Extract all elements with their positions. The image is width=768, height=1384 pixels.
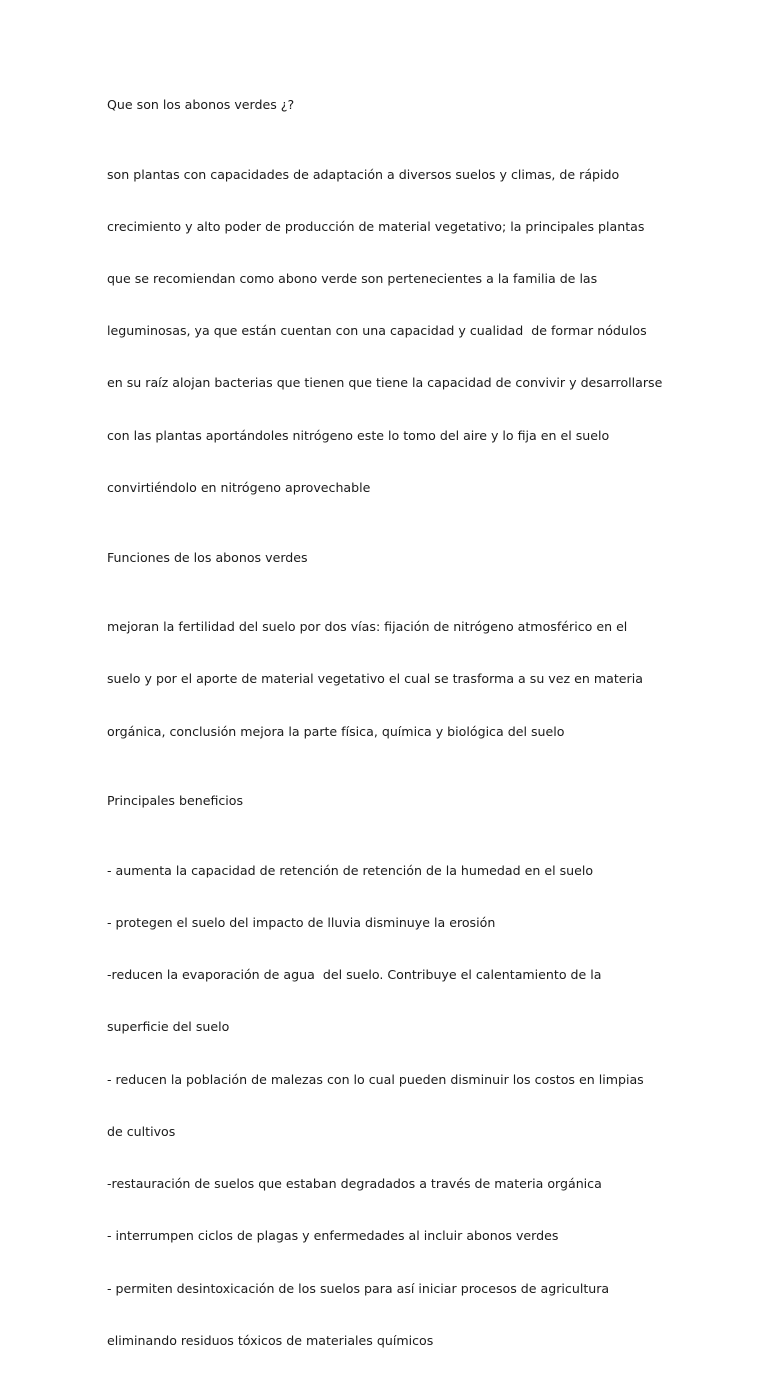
- list-item: -restauración de suelos que estaban degradados a través de materia orgánica: [107, 1176, 602, 1192]
- text-line: suelo y por el aporte de material vegetativo el cual se trasforma a su vez en materia: [107, 671, 643, 687]
- text-line: orgánica, conclusión mejora la parte física, química y biológica del suelo: [107, 723, 565, 739]
- list-item: - interrumpen ciclos de plagas y enfermedades al incluir abonos verdes: [107, 1228, 559, 1244]
- text-line: con las plantas aportándoles nitrógeno este lo tomo del aire y lo fija en el suelo: [107, 427, 610, 443]
- paragraph-gap: [107, 566, 667, 583]
- heading-abonos-verdes: Que son los abonos verdes ¿?: [107, 97, 295, 112]
- paragraph-gap: [107, 531, 667, 548]
- heading-beneficios: Principales beneficios: [107, 793, 244, 809]
- paragraph-funciones: [107, 583, 667, 774]
- list-item: - protegen el suelo del impacto de lluvia disminuye la erosión: [107, 915, 496, 931]
- list-beneficios: [107, 827, 667, 1384]
- text-line: son plantas con capacidades de adaptación a diversos suelos y climas, de rápido: [107, 166, 620, 182]
- text-line: crecimiento y alto poder de producción de material vegetativo; la principales plantas: [107, 218, 645, 234]
- list-item: -reducen la evaporación de agua del suelo. Contribuye el calentamiento de la: [107, 967, 602, 983]
- list-item: de cultivos: [107, 1123, 176, 1139]
- paragraph-definition: [107, 131, 667, 531]
- text-line: en su raíz alojan bacterias que tienen que tiene la capacidad de convivir y desarrollarse: [107, 375, 663, 391]
- list-item: - permiten desintoxicación de los suelos para así iniciar procesos de agricultura: [107, 1280, 610, 1296]
- heading-funciones: Funciones de los abonos verdes: [107, 549, 308, 565]
- list-item: eliminando residuos tóxicos de materiales químicos: [107, 1332, 434, 1348]
- list-item: - aumenta la capacidad de retención de retención de la humedad en el suelo: [107, 862, 594, 878]
- list-item: superficie del suelo: [107, 1019, 230, 1035]
- paragraph-gap: [107, 775, 667, 792]
- text-line: mejoran la fertilidad del suelo por dos vías: fijación de nitrógeno atmosférico en el: [107, 619, 628, 635]
- document-body: [107, 96, 667, 1384]
- list-item: - reducen la población de malezas con lo cual pueden disminuir los costos en limpias: [107, 1071, 644, 1087]
- paragraph-gap: [107, 810, 667, 827]
- paragraph-gap: [107, 113, 667, 130]
- text-line: convirtiéndolo en nitrógeno aprovechable: [107, 479, 371, 495]
- text-line: que se recomiendan como abono verde son pertenecientes a la familia de las: [107, 271, 598, 287]
- text-line: leguminosas, ya que están cuentan con una capacidad y cualidad de formar nódulos: [107, 323, 647, 339]
